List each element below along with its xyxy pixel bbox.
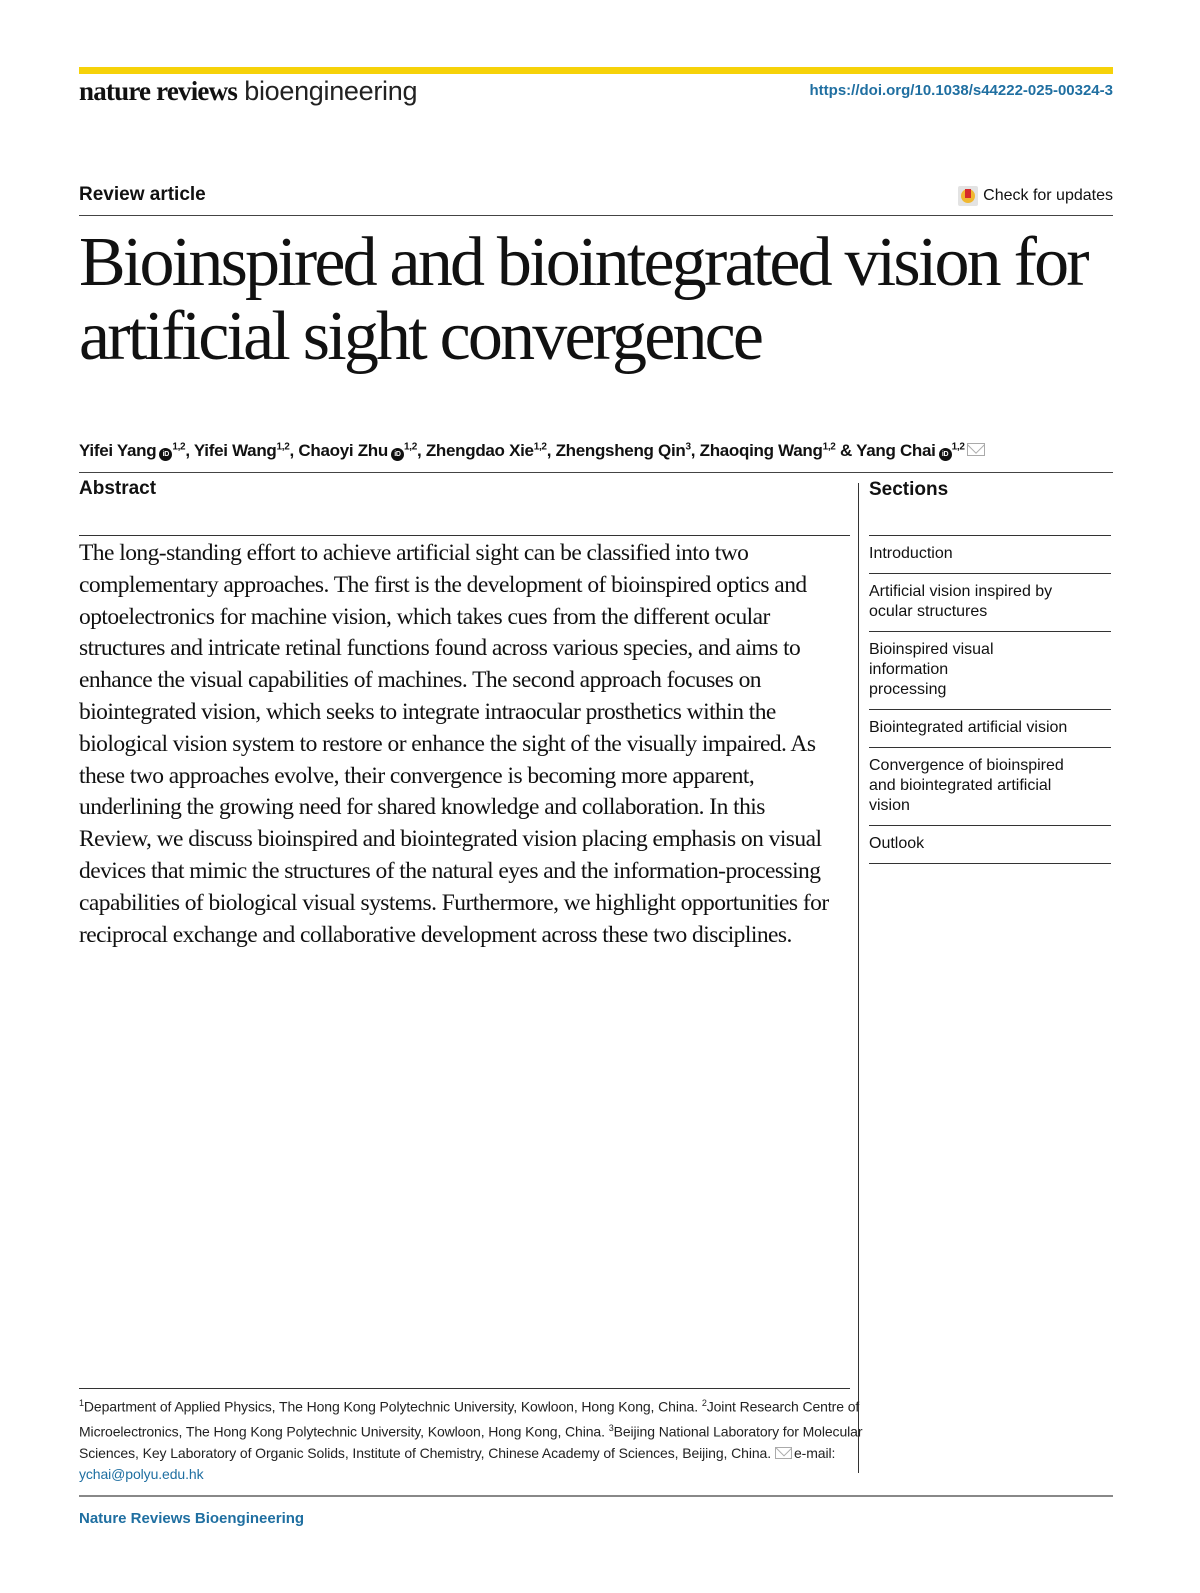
section-link-convergence[interactable]	[869, 748, 1111, 826]
abstract-text: The long-standing effort to achieve artificial sight can be classified into two complementary approaches. The first is the development of bioinspired optics and optoelectronics for machine vision, which takes cues from the different ocular structures and intricate retinal functions found across various species, and aims to enhance the visual capabilities of machines. The second approach focuses on biointegrated vision, which seeks to integrate intraocular prosthetics within the biological vision system to restore or enhance the sight of the visually impaired. As these two approaches evolve, their convergence is becoming more apparent, underlining the growing need for shared knowledge and collaboration. In this Review, we discuss bioinspired and biointegrated vision placing emphasis on visual devices that mimic the structures of the natural eyes and the information-processing capabilities of biological visual systems. Furthermore, we highlight opportunities for reciprocal exchange and collaborative development across these two disciplines.	[79, 540, 829, 948]
author[interactable]: Yifei Yang	[79, 441, 157, 460]
section-link-introduction[interactable]: Introduction	[869, 536, 1111, 574]
email-link[interactable]: ychai@polyu.edu.hk	[79, 1466, 204, 1483]
author[interactable]: Yang Chai	[856, 441, 936, 460]
orcid-icon[interactable]: iD	[939, 448, 952, 461]
section-link-outlook[interactable]: Outlook	[869, 826, 1111, 864]
section-label: Bioinspired visual information processing	[869, 641, 994, 698]
check-for-updates-button[interactable]	[958, 186, 1113, 206]
column-divider	[858, 483, 859, 1473]
orcid-icon[interactable]: iD	[159, 448, 172, 461]
author[interactable]: Zhaoqing Wang	[699, 441, 823, 460]
divider	[79, 1495, 1113, 1497]
section-link-biointegrated-vision[interactable]: Biointegrated artificial vision	[869, 710, 1111, 748]
author[interactable]: Chaoyi Zhu	[298, 441, 388, 460]
article-title: Bioinspired and biointegrated vision for artificial sight convergence	[79, 224, 1087, 375]
author[interactable]: Zhengdao Xie	[425, 441, 534, 460]
article-type: Review article	[79, 184, 206, 205]
section-label: Convergence of bioinspired and biointegrated artificial vision	[869, 757, 1064, 814]
divider	[79, 472, 1113, 473]
brand-bold: nature reviews	[79, 76, 238, 106]
section-label: Artificial vision inspired by ocular structures	[869, 583, 1053, 620]
author[interactable]: Yifei Wang	[193, 441, 277, 460]
sections-heading: Sections	[869, 479, 949, 500]
crossmark-icon	[958, 186, 978, 206]
sections-nav	[869, 535, 1111, 864]
divider	[79, 535, 850, 536]
orcid-icon[interactable]: iD	[391, 448, 404, 461]
author[interactable]: Zhengsheng Qin	[555, 441, 686, 460]
divider	[79, 1388, 850, 1389]
mail-icon	[775, 1447, 792, 1459]
section-link-bioinspired-processing[interactable]	[869, 632, 1111, 710]
journal-logo	[79, 76, 417, 107]
author-list: Yifei Yang iD$^{1,2}$, Yifei Wang$^{1,2}$, Chaoyi Zhu iD$^{1,2}$, Zhengdao Xie$^{1,2}$, Zhengsheng Qin$^3$, Zhaoqing Wang$^{1,2}$ & Yang Chai iD$^{1,2}$	[79, 441, 985, 461]
doi-link[interactable]: https://doi.org/10.1038/s44222-025-00324-3	[809, 82, 1113, 99]
section-link-artificial-vision-ocular[interactable]	[869, 574, 1111, 632]
footer-journal-name[interactable]: Nature Reviews Bioengineering	[79, 1510, 305, 1527]
brand-light: bioengineering	[244, 76, 418, 106]
mail-icon[interactable]	[967, 443, 985, 456]
journal-accent-bar	[79, 67, 1113, 74]
divider	[79, 215, 1113, 216]
check-updates-label: Check for updates	[983, 187, 1113, 204]
affiliations: $^1$Department of Applied Physics, The Hong Kong Polytechnic University, Kowloon, Hong Kong, China. $^2$Joint Research Centre of Microelectronics, The Hong Kong Polytechnic University, Kowloon, Hong Kong, China. $^3$Beijing National Laboratory for Molecular Sciences, Key Laboratory of Organic Solids, Institute of Chemistry, Chinese Academy of Sciences, Beijing, China. e-mail: ychai@polyu.edu.hk	[79, 1398, 863, 1483]
abstract-heading: Abstract	[79, 478, 157, 499]
